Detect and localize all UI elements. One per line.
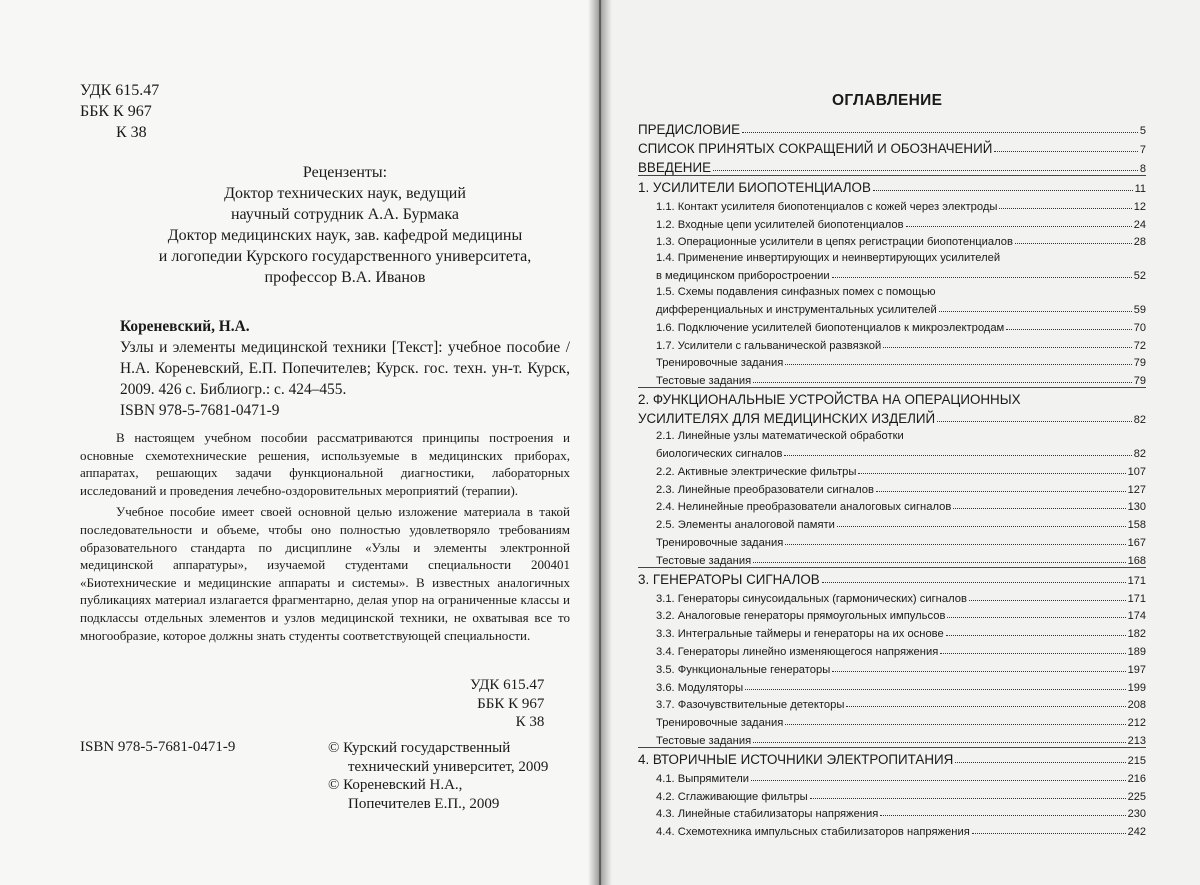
- toc-entry-title: 2.2. Активные электрические фильтры: [656, 465, 857, 478]
- toc-entry-page: 52: [1133, 270, 1146, 283]
- classification-codes-top: [80, 80, 159, 143]
- toc-entry: [638, 298, 1146, 316]
- toc-entry: [638, 334, 1146, 352]
- left-page: [0, 0, 598, 885]
- toc-entry-page: 5: [1139, 125, 1146, 137]
- toc-entry-page: 24: [1133, 218, 1146, 231]
- toc-leader-dots: [940, 653, 1125, 654]
- toc-entry: [638, 767, 1146, 785]
- toc-entry: [638, 605, 1146, 623]
- toc-leader-dots: [994, 151, 1138, 152]
- toc-leader-dots: [876, 491, 1126, 492]
- toc-entry-title: Тренировочные задания: [656, 536, 784, 549]
- toc-entry-title: 3. ГЕНЕРАТОРЫ СИГНАЛОВ: [638, 571, 820, 587]
- toc-entry: [638, 567, 1146, 587]
- toc-entry-page: 197: [1127, 663, 1146, 676]
- toc-entry: [638, 316, 1146, 334]
- toc-entry: [638, 264, 1146, 282]
- toc-entry-title: Тестовые задания: [656, 554, 752, 567]
- toc-entry-page: 199: [1127, 681, 1146, 694]
- toc-entry: [638, 231, 1146, 249]
- toc-leader-dots: [858, 473, 1125, 474]
- toc-entry-title: Тренировочные задания: [656, 717, 784, 730]
- toc-entry: [638, 820, 1146, 838]
- toc-entry: [638, 369, 1146, 387]
- toc-leader-dots: [837, 526, 1126, 527]
- toc-entry-title: 4.3. Линейные стабилизаторы напряжения: [656, 808, 879, 821]
- toc-entry: [638, 658, 1146, 676]
- toc-entry-title: 2.5. Элементы аналоговой памяти: [656, 519, 835, 532]
- toc-entry: [638, 531, 1146, 549]
- toc-entry: [638, 460, 1146, 478]
- toc-entry-page: 79: [1133, 375, 1146, 388]
- udk-code: УДК 615.47: [470, 677, 545, 693]
- toc-leader-dots: [873, 190, 1133, 191]
- toc-entry: [638, 426, 1146, 442]
- toc-entry-page: 208: [1127, 699, 1146, 712]
- toc-leader-dots: [753, 562, 1125, 563]
- copyright-line: Попечителев Е.П., 2009: [348, 795, 500, 812]
- toc-entry-title: 3.4. Генераторы линейно изменяющегося напряжения: [656, 645, 939, 658]
- toc-entry-title: 4.1. Выпрямители: [656, 772, 750, 785]
- toc-entry-title: 4. ВТОРИЧНЫЕ ИСТОЧНИКИ ЭЛЕКТРОПИТАНИЯ: [638, 751, 954, 767]
- toc-entry-title: ВВЕДЕНИЕ: [638, 160, 712, 175]
- toc-entry-page: 189: [1127, 645, 1146, 658]
- toc-entry: [638, 478, 1146, 496]
- author-mark: К 38: [515, 714, 545, 730]
- copyright-line: технический университет, 2009: [348, 758, 549, 775]
- bbk-code: ББК К 967: [477, 695, 545, 712]
- toc-leader-dots: [810, 798, 1126, 799]
- toc-entry-page: 28: [1133, 236, 1146, 249]
- toc-entry: [638, 640, 1146, 658]
- toc-entry-title: 3.5. Функциональные генераторы: [656, 663, 831, 676]
- copyright-line: © Кореневский Н.А.,: [328, 777, 463, 793]
- toc-entry: [638, 387, 1146, 407]
- toc-entry-page: 130: [1127, 501, 1146, 514]
- toc-entry: [638, 195, 1146, 213]
- toc-entry-page: 59: [1133, 303, 1146, 316]
- reviewer-line: профессор В.А. Иванов: [264, 269, 426, 286]
- toc-entry-title: 2.1. Линейные узлы математической обработки: [656, 430, 904, 443]
- toc-entry-page: 182: [1127, 628, 1146, 641]
- toc-leader-dots: [832, 671, 1125, 672]
- toc-entry: [638, 248, 1146, 264]
- toc-entry: [638, 803, 1146, 821]
- toc-entry-page: 8: [1139, 163, 1146, 175]
- toc-leader-dots: [939, 311, 1132, 312]
- toc-entry-page: 213: [1127, 734, 1146, 747]
- toc-leader-dots: [822, 582, 1126, 583]
- toc-entry-page: 70: [1133, 321, 1146, 334]
- toc-leader-dots: [846, 706, 1125, 707]
- toc-leader-dots: [785, 544, 1125, 545]
- isbn: ISBN 978-5-7681-0471-9: [120, 402, 280, 419]
- toc-entry: [638, 496, 1146, 514]
- toc-entry-title: 1.2. Входные цепи усилителей биопотенциалов: [656, 218, 904, 231]
- copyright-line: © Курский государственный: [328, 740, 511, 756]
- bbk-code: ББК К 967: [80, 103, 152, 120]
- toc-entry-title: 1.5. Схемы подавления синфазных помех с помощью: [656, 286, 936, 299]
- toc-leader-dots: [969, 600, 1126, 601]
- bibliographic-record: [80, 316, 570, 421]
- author-heading: Кореневский, Н.А.: [120, 318, 250, 335]
- toc-entry-title: дифференциальных и инструментальных усилителей: [656, 303, 937, 316]
- toc-leader-dots: [753, 382, 1132, 383]
- toc-entry-title: 3.3. Интегральные таймеры и генераторы на их основе: [656, 628, 944, 641]
- toc-entry: [638, 407, 1146, 426]
- toc-entry-page: 216: [1127, 772, 1146, 785]
- biblio-description: Узлы и элементы медицинской техники [Текст]: учебное пособие / Н.А. Кореневский, Е.П. Попечителев; Курск. гос. техн. ун-т. Курск, 2009. 426 с. Библиогр.: с. 424–455.: [120, 339, 570, 398]
- toc-entry-page: 82: [1133, 414, 1146, 427]
- toc-leader-dots: [955, 762, 1125, 763]
- toc-entry-title: 3.1. Генераторы синусоидальных (гармонических) сигналов: [656, 592, 967, 605]
- classification-codes-bottom: [470, 676, 544, 732]
- toc-entry-title: 3.7. Фазочувствительные детекторы: [656, 699, 845, 712]
- toc-leader-dots: [1015, 243, 1132, 244]
- toc-entry-title: 3.6. Модуляторы: [656, 681, 744, 694]
- toc-entry-page: 158: [1127, 519, 1146, 532]
- toc-leader-dots: [883, 347, 1131, 348]
- toc-entry-page: 72: [1133, 339, 1146, 352]
- toc-entry-page: 7: [1139, 144, 1146, 156]
- toc-entry: [638, 442, 1146, 460]
- toc-leader-dots: [999, 208, 1131, 209]
- toc-entry: [638, 785, 1146, 803]
- toc-leader-dots: [742, 132, 1138, 133]
- toc-entry: [638, 711, 1146, 729]
- toc-entry-title: 2. ФУНКЦИОНАЛЬНЫЕ УСТРОЙСТВА НА ОПЕРАЦИОННЫХ: [638, 392, 1021, 408]
- toc-entry-page: 171: [1127, 592, 1146, 605]
- toc-entry: [638, 622, 1146, 640]
- toc-entry-title: в медицинском приборостроении: [656, 270, 830, 283]
- reviewers-heading: Рецензенты:: [302, 164, 388, 181]
- toc-entry-title: 2.4. Нелинейные преобразователи аналоговых сигналов: [656, 501, 952, 514]
- toc-entry-page: 242: [1127, 826, 1146, 839]
- toc-leader-dots: [947, 617, 1125, 618]
- toc-leader-dots: [937, 421, 1132, 422]
- toc-entry-page: 168: [1127, 554, 1146, 567]
- toc-leader-dots: [745, 689, 1126, 690]
- toc-entry-title: 4.2. Сглаживающие фильтры: [656, 790, 808, 803]
- toc-entry: [638, 747, 1146, 767]
- toc-leader-dots: [784, 455, 1131, 456]
- toc-entry: [638, 213, 1146, 231]
- toc-entry: [638, 513, 1146, 531]
- toc-leader-dots: [972, 833, 1126, 834]
- toc-entry-title: ПРЕДИСЛОВИЕ: [638, 122, 741, 137]
- toc-entry: [638, 587, 1146, 605]
- toc-leader-dots: [832, 277, 1132, 278]
- toc-entry-title: 3.2. Аналоговые генераторы прямоугольных импульсов: [656, 610, 946, 623]
- toc-leader-dots: [880, 815, 1125, 816]
- toc-leader-dots: [753, 742, 1125, 743]
- toc-entry: [638, 729, 1146, 747]
- author-mark: К 38: [116, 124, 147, 141]
- abstract-paragraph: Учебное пособие имеет своей основной целью изложение материала в такой последовательности и объеме, чтобы оно полностью удовлетворяло требованиям образовательного стандарта по дисциплине «Узлы и элементы электронной медицинской аппаратуры», изучаемой студентами специальности 200401 «Биотехнические и медицинские аппараты и системы». В известных аналогичных публикациях материал излагается фрагментарно, делая упор на ограниченные классы и подклассы отдельных элементов и узлов медицинской техники, не охватывая все то многообразие, которое должны знать студенты соответствующей специальности.: [80, 504, 570, 643]
- reviewer-line: Доктор медицинских наук, зав. кафедрой медицины: [167, 227, 523, 244]
- toc-entry-title: Тестовые задания: [656, 734, 752, 747]
- toc-entry: [638, 137, 1146, 156]
- toc-leader-dots: [751, 780, 1126, 781]
- toc-leader-dots: [906, 226, 1132, 227]
- reviewer-line: Доктор технических наук, ведущий: [224, 185, 466, 202]
- toc-title: ОГЛАВЛЕНИЕ: [832, 92, 943, 109]
- toc-entry-page: 82: [1133, 447, 1146, 460]
- toc-entry-title: Тренировочные задания: [656, 357, 784, 370]
- toc-entry: [638, 549, 1146, 567]
- toc-leader-dots: [1006, 329, 1131, 330]
- toc-entry-page: 12: [1133, 200, 1146, 213]
- toc-leader-dots: [946, 635, 1126, 636]
- toc-entry-title: биологических сигналов: [656, 447, 783, 460]
- toc-entry-title: 1.4. Применение инвертирующих и неинвертирующих усилителей: [656, 252, 1001, 265]
- table-of-contents: [638, 118, 1146, 838]
- abstract-paragraph: В настоящем учебном пособии рассматриваются принципы построения и основные схемотехнические решения, используемые в медицинских приборах, аппаратах, решающих задачи функциональной диагностики, лабораторных исследований и проведения лечебно-оздоровительных мероприятий (терапии).: [80, 430, 570, 498]
- toc-leader-dots: [713, 170, 1138, 171]
- toc-entry-page: 230: [1127, 808, 1146, 821]
- toc-entry: [638, 352, 1146, 370]
- toc-entry-title: 1.6. Подключение усилителей биопотенциалов к микроэлектродам: [656, 321, 1005, 334]
- toc-leader-dots: [785, 364, 1131, 365]
- toc-entry: [638, 175, 1146, 195]
- toc-entry-page: 11: [1134, 183, 1146, 195]
- isbn-bottom: ISBN 978-5-7681-0471-9: [80, 739, 236, 755]
- toc-entry-title: 1.7. Усилители с гальванической развязкой: [656, 339, 882, 352]
- toc-entry-page: 212: [1127, 717, 1146, 730]
- reviewer-line: и логопедии Курского государственного университета,: [158, 248, 532, 265]
- toc-entry-title: Тестовые задания: [656, 375, 752, 388]
- toc-entry-page: 167: [1127, 536, 1146, 549]
- toc-entry: [638, 118, 1146, 137]
- toc-entry-title: 4.4. Схемотехника импульсных стабилизаторов напряжения: [656, 826, 970, 839]
- toc-entry-page: 79: [1133, 357, 1146, 370]
- toc-entry-title: УСИЛИТЕЛЯХ ДЛЯ МЕДИЦИНСКИХ ИЗДЕЛИЙ: [638, 411, 936, 427]
- toc-leader-dots: [953, 508, 1125, 509]
- reviewer-line: научный сотрудник А.А. Бурмака: [230, 206, 460, 223]
- toc-entry: [638, 676, 1146, 694]
- toc-entry-title: СПИСОК ПРИНЯТЫХ СОКРАЩЕНИЙ И ОБОЗНАЧЕНИЙ: [638, 141, 993, 156]
- toc-entry: [638, 282, 1146, 298]
- book-gutter: [588, 0, 612, 885]
- toc-entry-title: 2.3. Линейные преобразователи сигналов: [656, 483, 874, 496]
- toc-entry-title: 1. УСИЛИТЕЛИ БИОПОТЕНЦИАЛОВ: [638, 180, 871, 195]
- abstract: [80, 429, 570, 648]
- toc-entry: [638, 694, 1146, 712]
- toc-entry-page: 215: [1127, 754, 1146, 767]
- biblio-text: [80, 337, 570, 400]
- toc-entry-page: 225: [1127, 790, 1146, 803]
- toc-entry-page: 171: [1127, 574, 1146, 587]
- toc-entry-page: 174: [1127, 610, 1146, 623]
- toc-entry-title: 1.3. Операционные усилители в цепях регистрации биопотенциалов: [656, 236, 1013, 249]
- reviewers-block: [120, 162, 570, 288]
- toc-entry-page: 107: [1127, 465, 1146, 478]
- toc-entry: [638, 156, 1146, 175]
- toc-entry-page: 127: [1127, 483, 1146, 496]
- toc-leader-dots: [785, 724, 1125, 725]
- toc-entry-title: 1.1. Контакт усилителя биопотенциалов с кожей через электроды: [656, 200, 998, 213]
- copyright-block: [328, 739, 548, 813]
- udk-code: УДК 615.47: [80, 82, 160, 99]
